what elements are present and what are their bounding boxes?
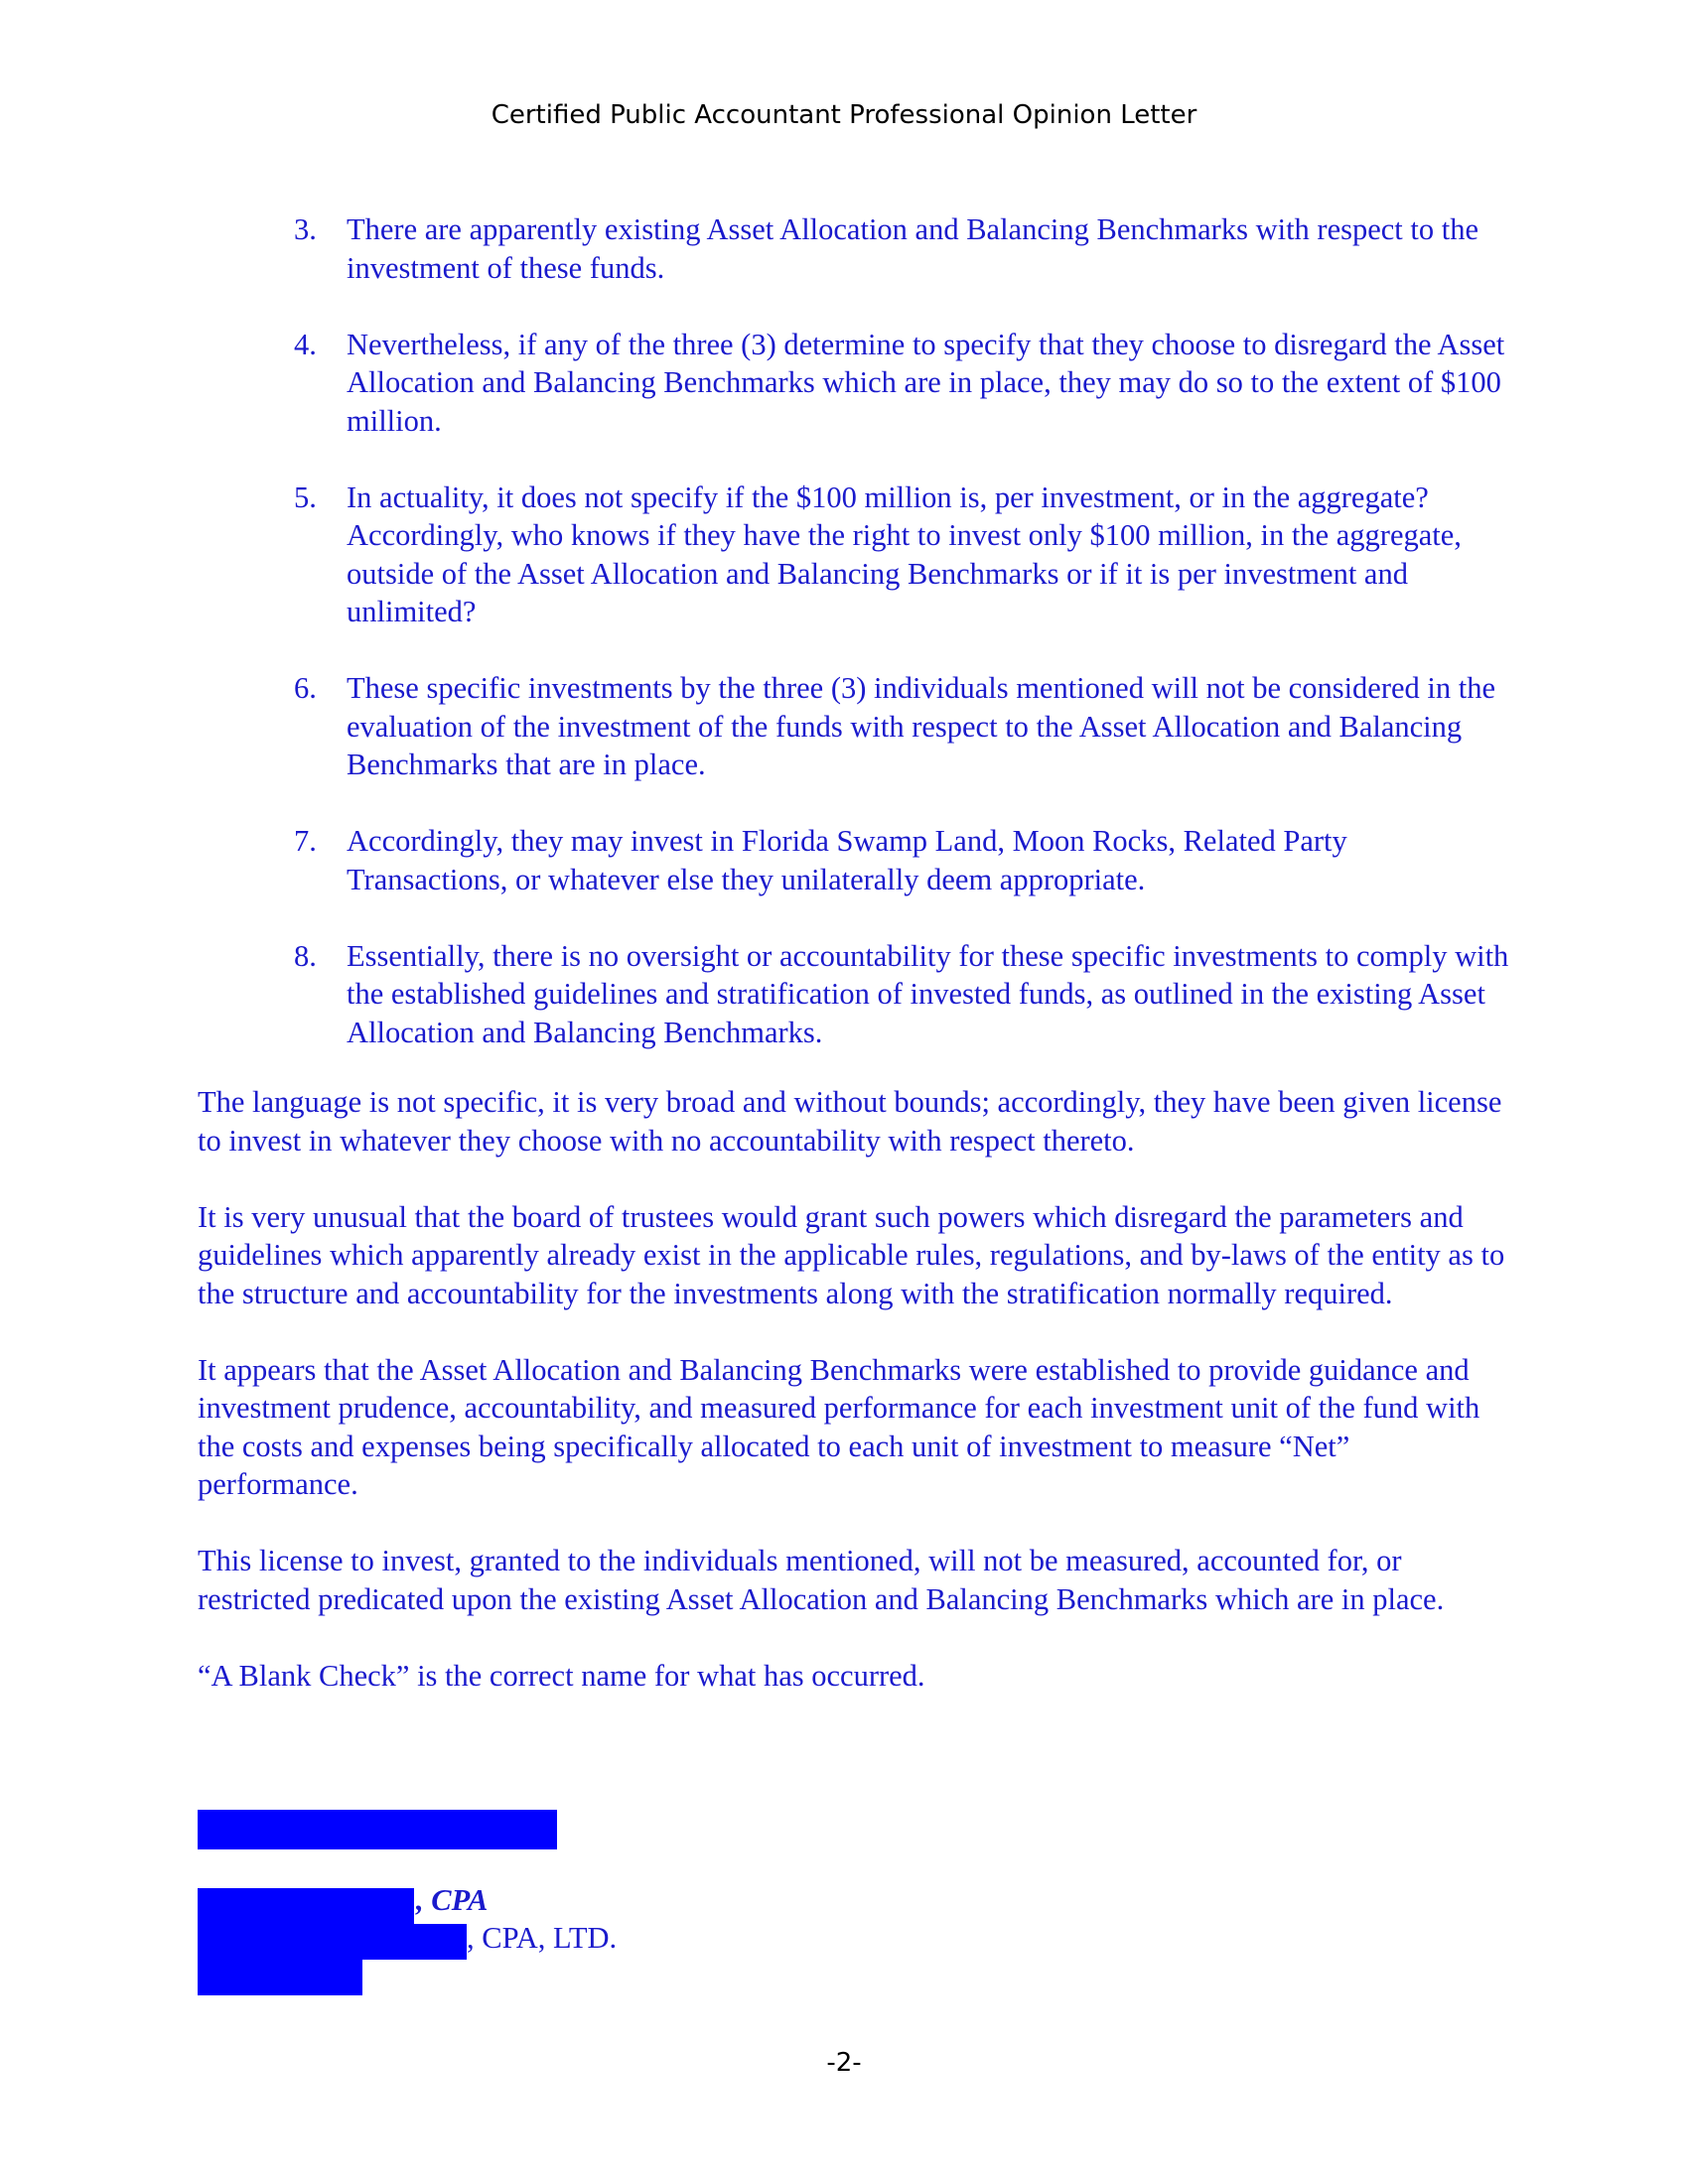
list-item [294, 937, 1515, 1052]
list-item [294, 669, 1515, 784]
list-item-number: 3. [294, 212, 317, 246]
list-item-text: These specific investments by the three (3) individuals mentioned will not be considered in the evaluation of the investment of the funds with respect to the Asset Allocation and Balancing Benchmarks that are in place. [347, 671, 1496, 781]
paragraph-license-to-invest: This license to invest, granted to the individuals mentioned, will not be measured, accounted for, or restricted predicated upon the existing Asset Allocation and Balancing Benchmarks which are in place. [198, 1544, 1445, 1616]
list-item-number: 6. [294, 671, 317, 705]
list-item-number: 5. [294, 479, 317, 514]
list-item-number: 8. [294, 938, 317, 973]
paragraph-language-not-specific: The language is not specific, it is very broad and without bounds; accordingly, they have been given license to invest in whatever they choose with no accountability with respect thereto. [198, 1085, 1502, 1158]
redacted-cpa-name [198, 1888, 414, 1924]
list-item-number: 4. [294, 327, 317, 361]
list-item [294, 326, 1515, 441]
list-item-number: 7. [294, 824, 317, 858]
list-item-text: There are apparently existing Asset Allocation and Balancing Benchmarks with respect to the investment of these funds. [347, 212, 1479, 285]
list-item-text: In actuality, it does not specify if the $100 million is, per investment, or in the aggregate? Accordingly, who knows if they have the right to invest only $100 million, in the aggregate, outside of the Asset Allocation and Balancing Benchmarks or if it is per investment and unlimited? [347, 479, 1462, 628]
list-item [294, 210, 1515, 287]
signature-firm-name: , CPA, LTD. [467, 1921, 618, 1955]
page-number: -2- [826, 2048, 862, 2078]
list-item-text: Accordingly, they may invest in Florida Swamp Land, Moon Rocks, Related Party Transactions, or whatever else they unilaterally deem appropriate. [347, 824, 1347, 896]
list-item [294, 478, 1515, 631]
numbered-list [294, 210, 1515, 1090]
list-item-text: Nevertheless, if any of the three (3) determine to specify that they choose to disregard the Asset Allocation and Balancing Benchmarks which are in place, they may do so to the extent of $100 million. [347, 327, 1505, 438]
paragraph-blank-check: “A Blank Check” is the correct name for what has occurred. [198, 1658, 925, 1693]
list-item [294, 822, 1515, 898]
redacted-signature-block [198, 1810, 557, 1849]
list-item-text: Essentially, there is no oversight or accountability for these specific investments to comply with the established guidelines and stratification of invested funds, as outlined in the existing Asset Allocation and Balancing Benchmarks. [347, 938, 1509, 1049]
paragraph-benchmarks-purpose: It appears that the Asset Allocation and Balancing Benchmarks were established to provide guidance and investment prudence, accountability, and measured performance for each investment unit of the fund with the costs and expenses being specifically allocated to each unit of investment to measure “Net” performance. [198, 1352, 1480, 1501]
redacted-firm-address [198, 1960, 362, 1995]
redacted-firm-name [198, 1924, 467, 1960]
body-paragraphs [198, 1083, 1508, 1733]
paragraph-unusual-powers: It is very unusual that the board of trustees would grant such powers which disregard the parameters and guidelines which apparently already exist in the applicable rules, regulations, and by-laws of the entity as to the structure and accountability for the investments along with the stratification normally required. [198, 1199, 1505, 1310]
page-header-title: Certified Public Accountant Professional Opinion Letter [491, 100, 1197, 130]
signature-cpa-title: , CPA [416, 1883, 489, 1917]
